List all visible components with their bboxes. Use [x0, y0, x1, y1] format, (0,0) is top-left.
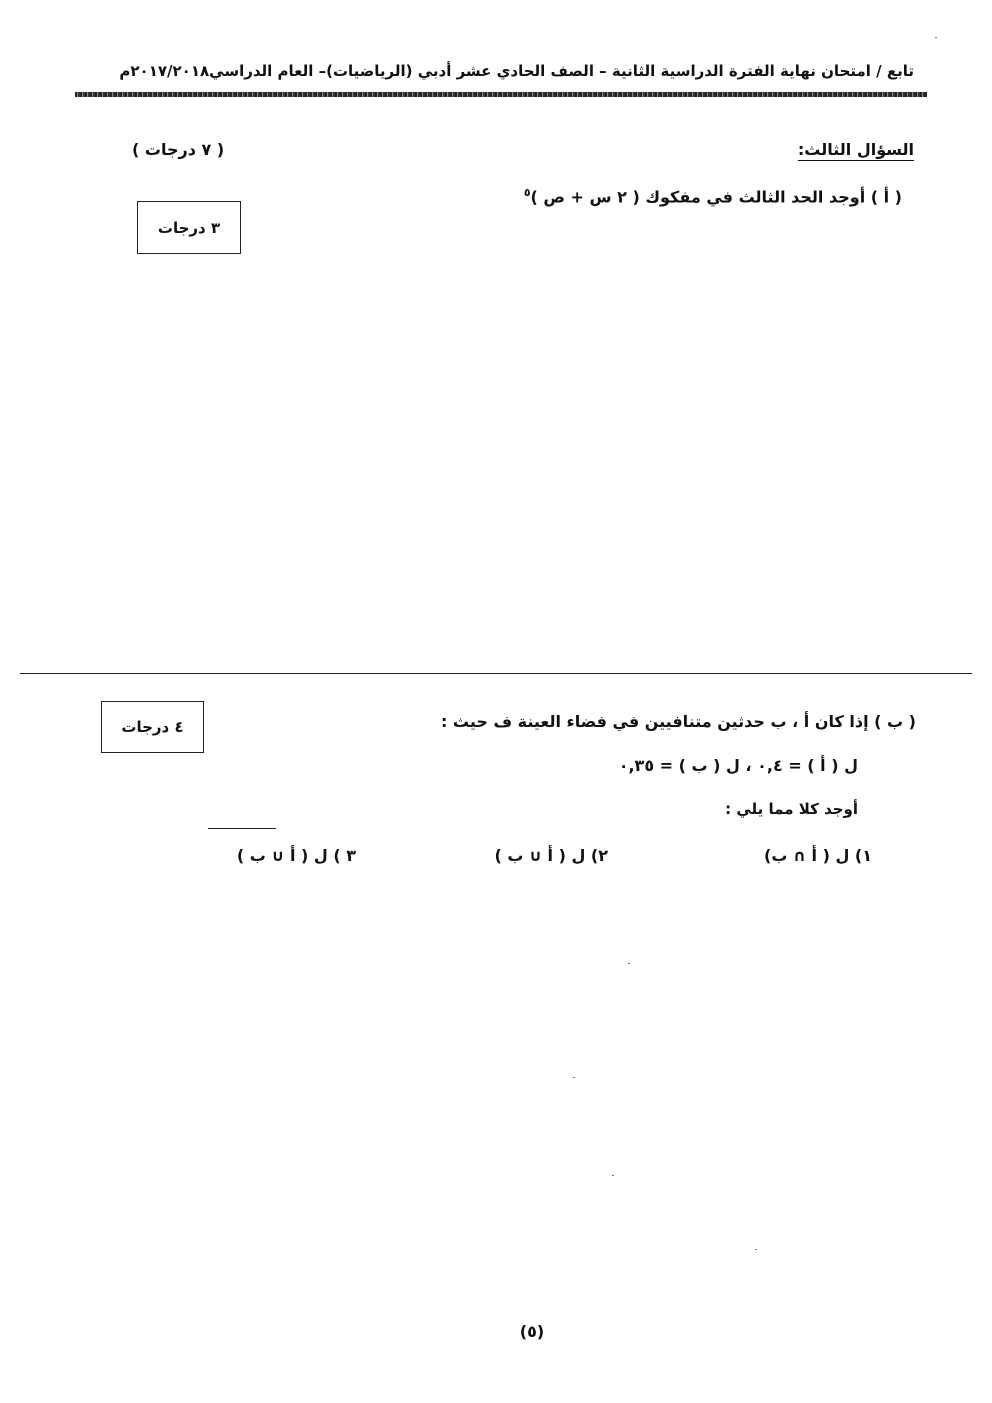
section-divider: [20, 673, 972, 674]
exam-header: تابع / امتحان نهاية الفترة الدراسية الثانية – الصف الحادي عشر أدبي (الرياضيات)– العام الدراسي٢٠١٧/٢٠١٨م: [119, 62, 914, 80]
part-b-item-3: ٣ ) ل ( أ ∪ ب ): [236, 846, 356, 865]
part-b-item-1: ١) ل ( أ ∩ ب): [764, 846, 872, 865]
complement-overline: [208, 828, 276, 829]
header-rule: [75, 92, 927, 97]
question-title: السؤال الثالث:: [797, 140, 914, 159]
part-b-item-2: ٢) ل ( أ ∪ ب ): [494, 846, 608, 865]
part-b-given: ل ( أ ) = ٠,٤ ، ل ( ب ) = ٠,٣٥: [618, 756, 858, 775]
scan-speck: [628, 963, 630, 964]
part-b-find: أوجد كلا مما يلي :: [725, 800, 858, 818]
part-b-marks: ٤ درجات: [121, 718, 184, 736]
part-b-intro: ( ب ) إذا كان أ ، ب حدثين متنافيين في فضاء العينة ف حيث :: [440, 712, 916, 731]
part-a-question: [524, 186, 902, 206]
page-number: (٥): [519, 1322, 545, 1341]
part-b-marks-box: [101, 701, 204, 753]
scan-speck: [935, 37, 937, 38]
part-a-marks-box: [137, 201, 241, 254]
scan-speck: [755, 1249, 757, 1250]
question-total-marks: ( ٧ درجات ): [132, 140, 225, 159]
part-a-exponent: ٥: [523, 186, 531, 199]
part-a-text: ( أ ) أوجد الحد الثالث في مفكوك ( ٢ س + ص ): [530, 187, 902, 207]
scan-speck: [612, 1175, 614, 1176]
part-a-marks: ٣ درجات: [157, 218, 221, 237]
scan-speck: [573, 1077, 575, 1078]
